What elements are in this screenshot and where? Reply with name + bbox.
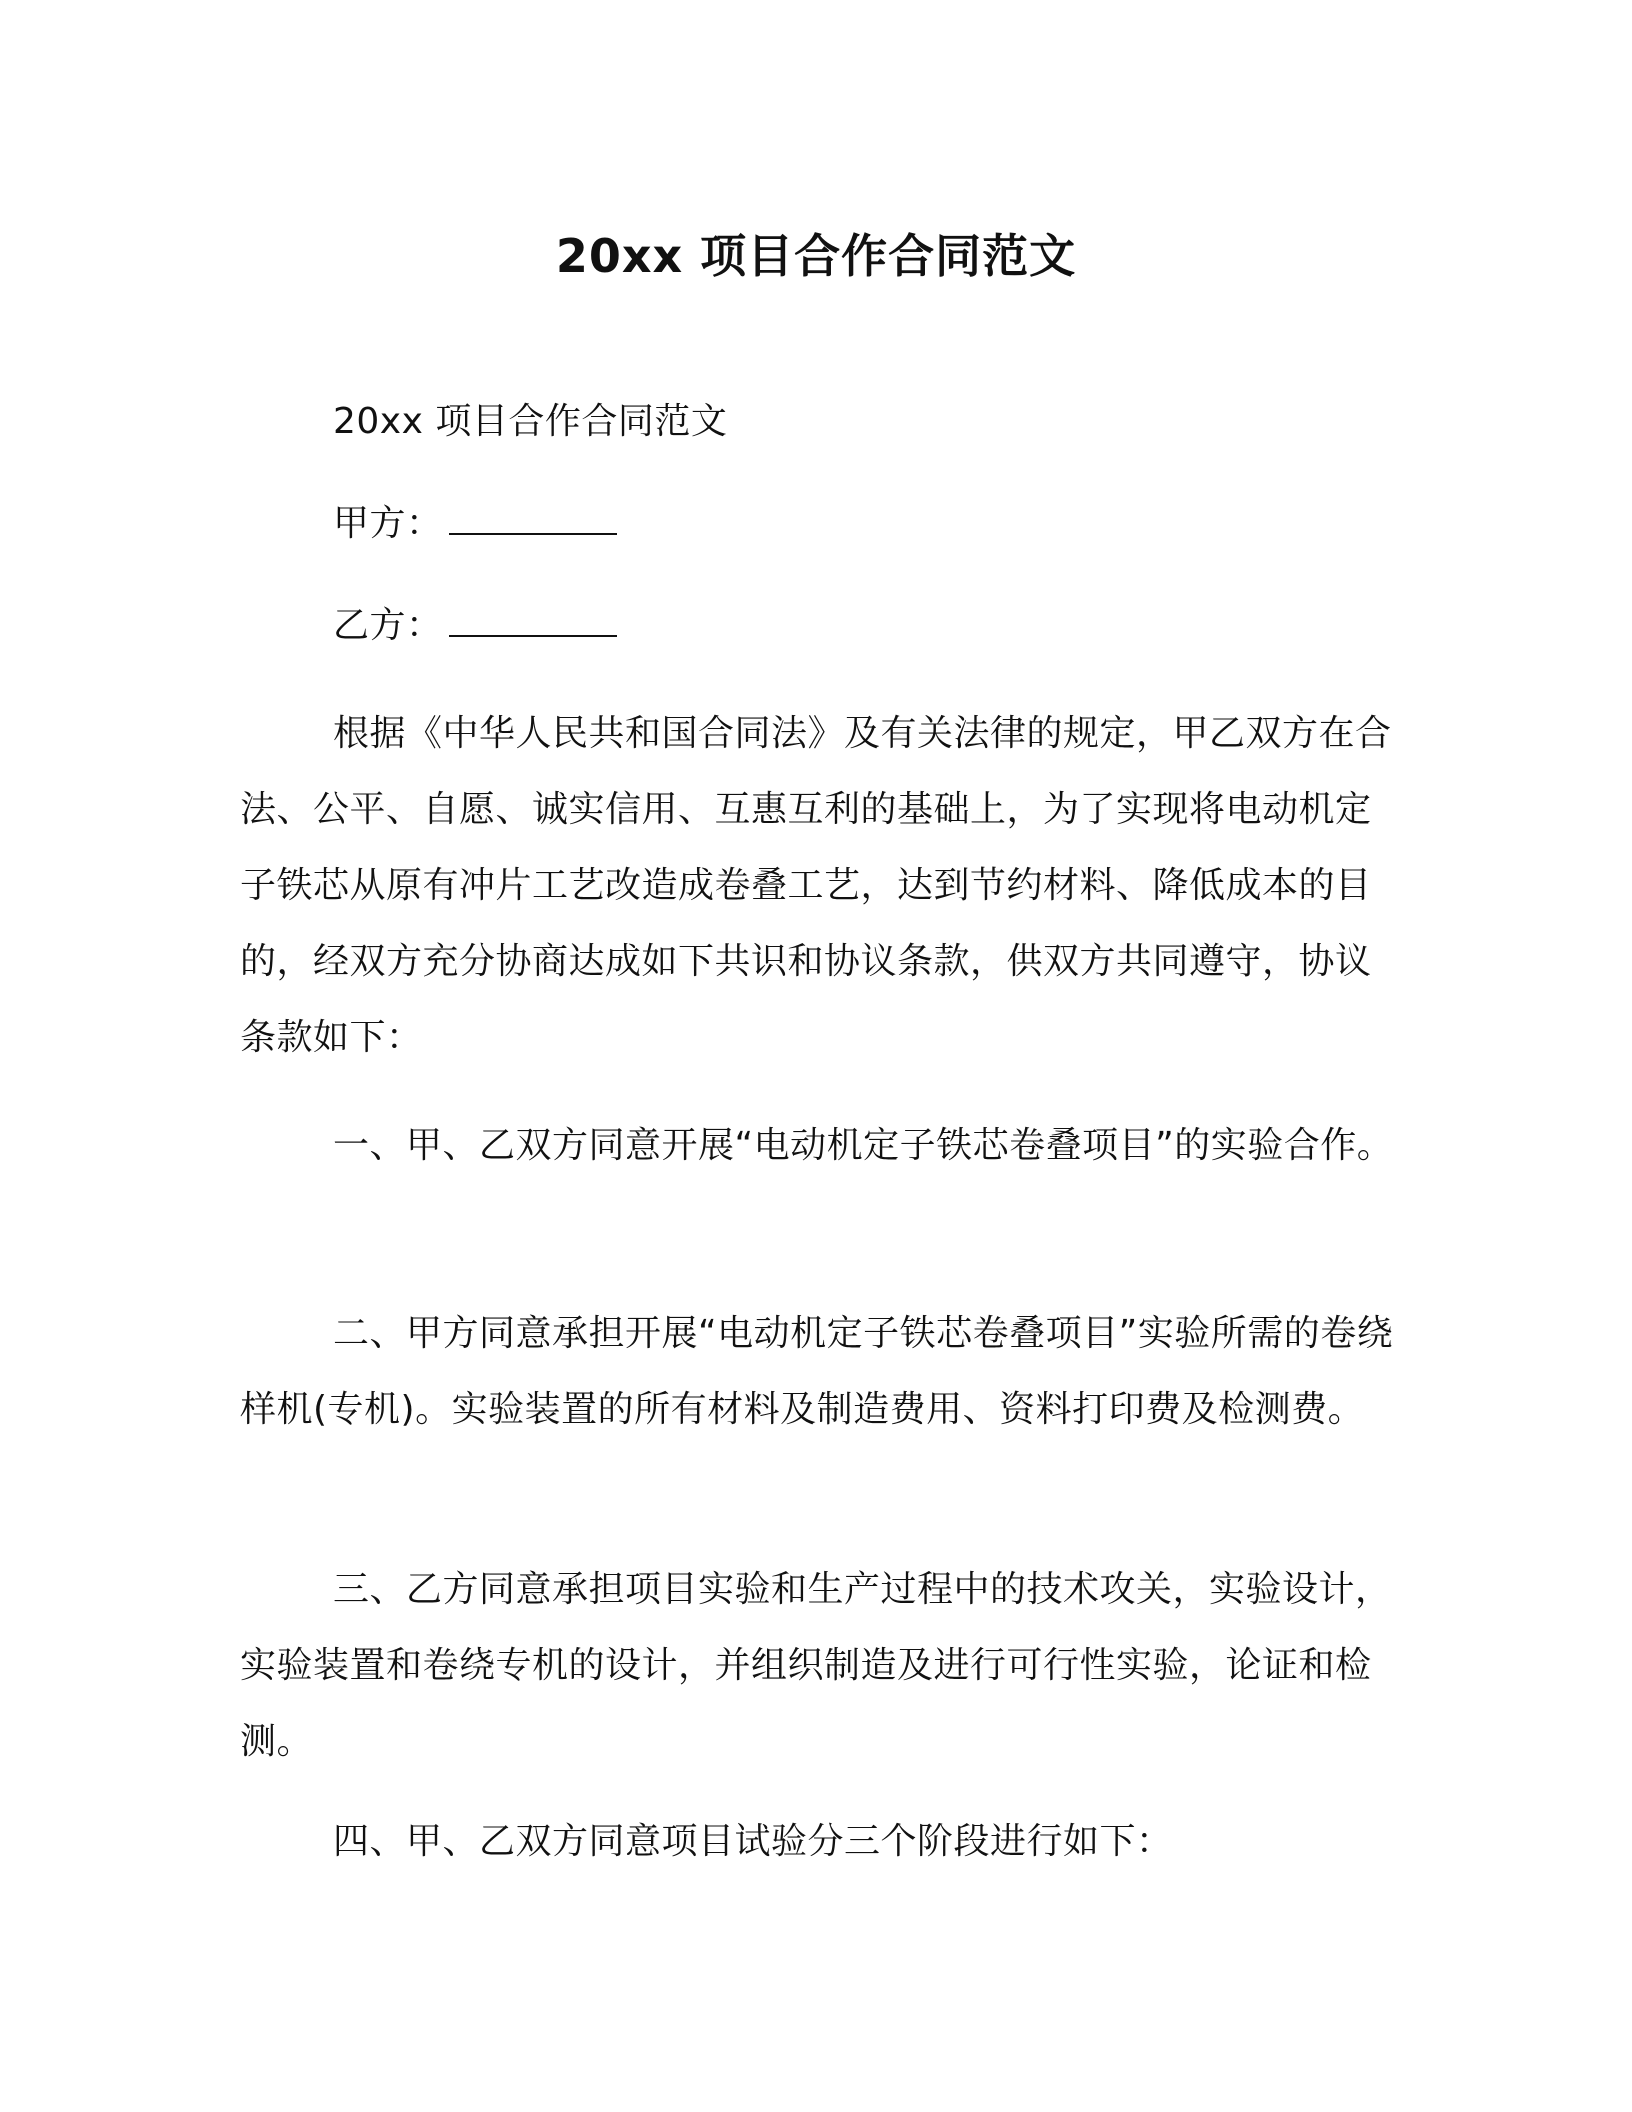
document-subtitle: 20xx 项目合作合同范文 — [333, 401, 728, 442]
party-a-line — [333, 500, 617, 548]
paragraph-clause-4: 四、甲、乙双方同意项目试验分三个阶段进行如下： — [333, 1821, 1173, 1862]
party-b-blank — [449, 605, 617, 637]
paragraph-clause-2: 二、甲方同意承担开展“电动机定子铁芯卷叠项目”实验所需的卷绕样机(专机)。实验装置的所有材料及制造费用、资料打印费及检测费。 — [240, 1313, 1394, 1430]
party-b-line — [333, 602, 617, 650]
paragraph-clause-3: 三、乙方同意承担项目实验和生产过程中的技术攻关，实验设计，实验装置和卷绕专机的设计，并组织制造及进行可行性实验，论证和检测。 — [240, 1569, 1392, 1762]
paragraph-preamble: 根据《中华人民共和国合同法》及有关法律的规定，甲乙双方在合法、公平、自愿、诚实信用、互惠互利的基础上，为了实现将电动机定子铁芯从原有冲片工艺改造成卷叠工艺，达到节约材料、降低成本的目的，经双方充分协商达成如下共识和协议条款，供双方共同遵守，协议条款如下： — [240, 713, 1392, 1058]
party-a-blank — [449, 503, 617, 535]
party-a-label: 甲方： — [333, 503, 443, 544]
document-title: 20xx 项目合作合同范文 — [555, 229, 1077, 283]
party-b-label: 乙方： — [333, 605, 443, 646]
paragraph-clause-1: 一、甲、乙双方同意开展“电动机定子铁芯卷叠项目”的实验合作。 — [333, 1125, 1394, 1166]
